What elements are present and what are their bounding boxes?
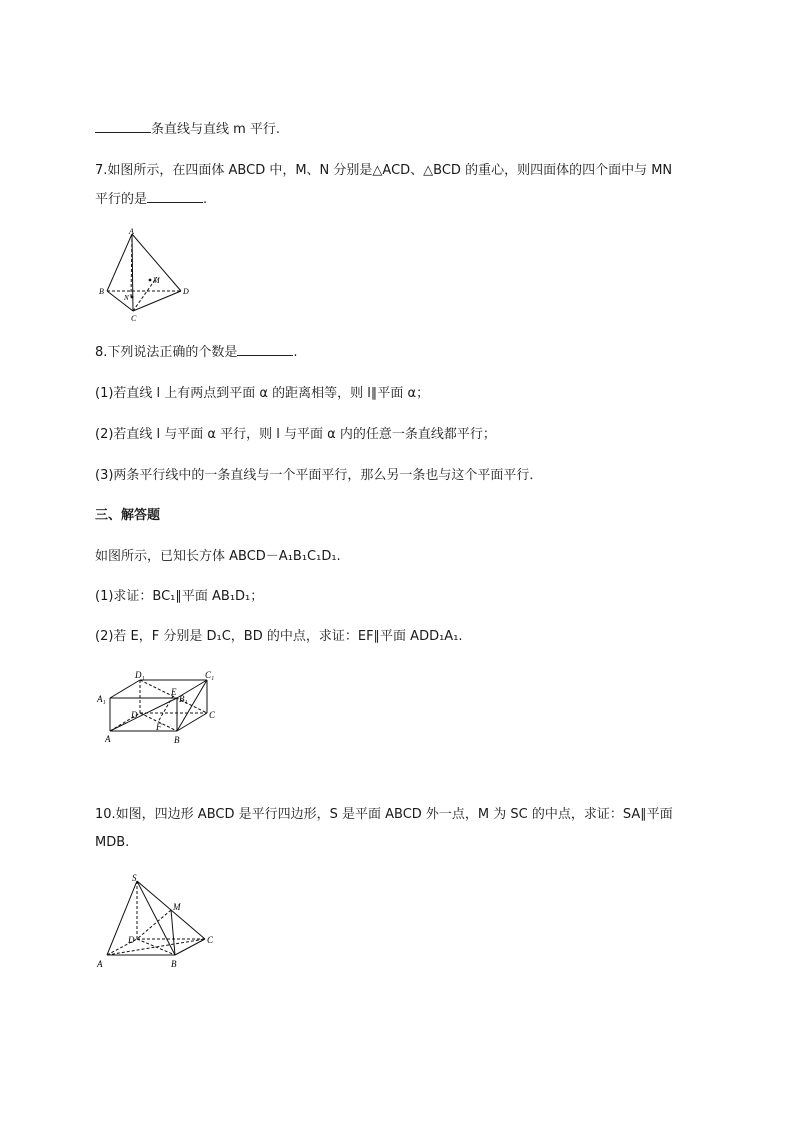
- answer-blank: [147, 190, 203, 203]
- label-c: C: [131, 314, 137, 323]
- label-d: D: [131, 710, 138, 720]
- q8-item-1: (1)若直线 l 上有两点到平面 α 的距离相等，则 l∥平面 α；: [95, 386, 430, 401]
- label-a: A: [105, 734, 111, 744]
- label-e: E: [171, 687, 177, 697]
- label-a: A: [97, 959, 103, 969]
- cuboid-figure: [95, 668, 230, 748]
- q9-part2: (2)若 E，F 分别是 D₁C，BD 的中点，求证：EF∥平面 ADD₁A₁.: [95, 629, 463, 644]
- label-a1: A₁: [97, 694, 106, 704]
- q6-tail-text: 条直线与直线 m 平行.: [151, 122, 281, 137]
- q9-part1: (1)求证：BC₁∥平面 AB₁D₁；: [95, 589, 264, 604]
- q8-stem-line: [95, 343, 298, 362]
- answer-blank: [95, 120, 151, 133]
- edge-sb: [137, 881, 175, 955]
- point-n: [131, 296, 134, 299]
- segment-db: [137, 939, 175, 955]
- q8-item-3: (3)两条平行线中的一条直线与一个平面平行，那么另一条也与这个平面平行．: [95, 468, 543, 483]
- label-m: M: [153, 276, 160, 285]
- q10-line2: MDB.: [95, 835, 130, 850]
- segment-ef: [158, 696, 173, 722]
- edge-bc: [177, 713, 207, 731]
- edge-bc: [175, 939, 205, 955]
- section-title: 三、解答题: [95, 508, 161, 523]
- label-n: N: [124, 294, 129, 302]
- q7-line1: 7.如图所示，在四面体 ABCD 中，M、N 分别是△ACD、△BCD 的重心，则四面体的四个面中与 MN: [95, 163, 673, 178]
- label-b1: B₁: [179, 694, 188, 704]
- diag-ab1: [110, 698, 177, 731]
- label-c1: C₁: [205, 670, 215, 680]
- label-b: B: [171, 959, 177, 969]
- point-m: [149, 279, 152, 282]
- label-c: C: [207, 935, 214, 945]
- label-s: S: [132, 873, 137, 883]
- label-b: B: [99, 287, 104, 296]
- q7-end: .: [203, 192, 208, 207]
- label-d: D: [183, 287, 189, 296]
- label-f: F: [156, 722, 162, 732]
- q8-item-2: (2)若直线 l 与平面 α 平行，则 l 与平面 α 内的任意一条直线都平行；: [95, 427, 496, 442]
- pyramid-figure: [95, 873, 225, 973]
- q8-stem: 8.下列说法正确的个数是: [95, 345, 238, 360]
- edge-ab: [107, 234, 132, 291]
- q7-line2-text: 平行的是: [95, 192, 148, 207]
- label-b: B: [174, 735, 180, 745]
- q9-stem: 如图所示，已知长方体 ABCD－A₁B₁C₁D₁.: [95, 549, 341, 564]
- label-d1: D₁: [135, 670, 145, 680]
- answer-blank: [237, 343, 293, 356]
- label-c: C: [209, 710, 216, 720]
- tetrahedron-figure: [95, 225, 205, 325]
- label-a: A: [129, 227, 134, 236]
- edge-bc: [107, 291, 133, 311]
- q6-tail-line: [95, 120, 280, 139]
- q7-line2: [95, 190, 207, 209]
- label-m: M: [173, 902, 181, 912]
- edge-a1d1: [110, 680, 140, 698]
- label-d: D: [128, 935, 135, 945]
- q10-line1: 10.如图，四边形 ABCD 是平行四边形，S 是平面 ABCD 外一点，M 为 SC 的中点，求证：SA∥平面: [95, 807, 673, 822]
- q8-end: .: [293, 345, 298, 360]
